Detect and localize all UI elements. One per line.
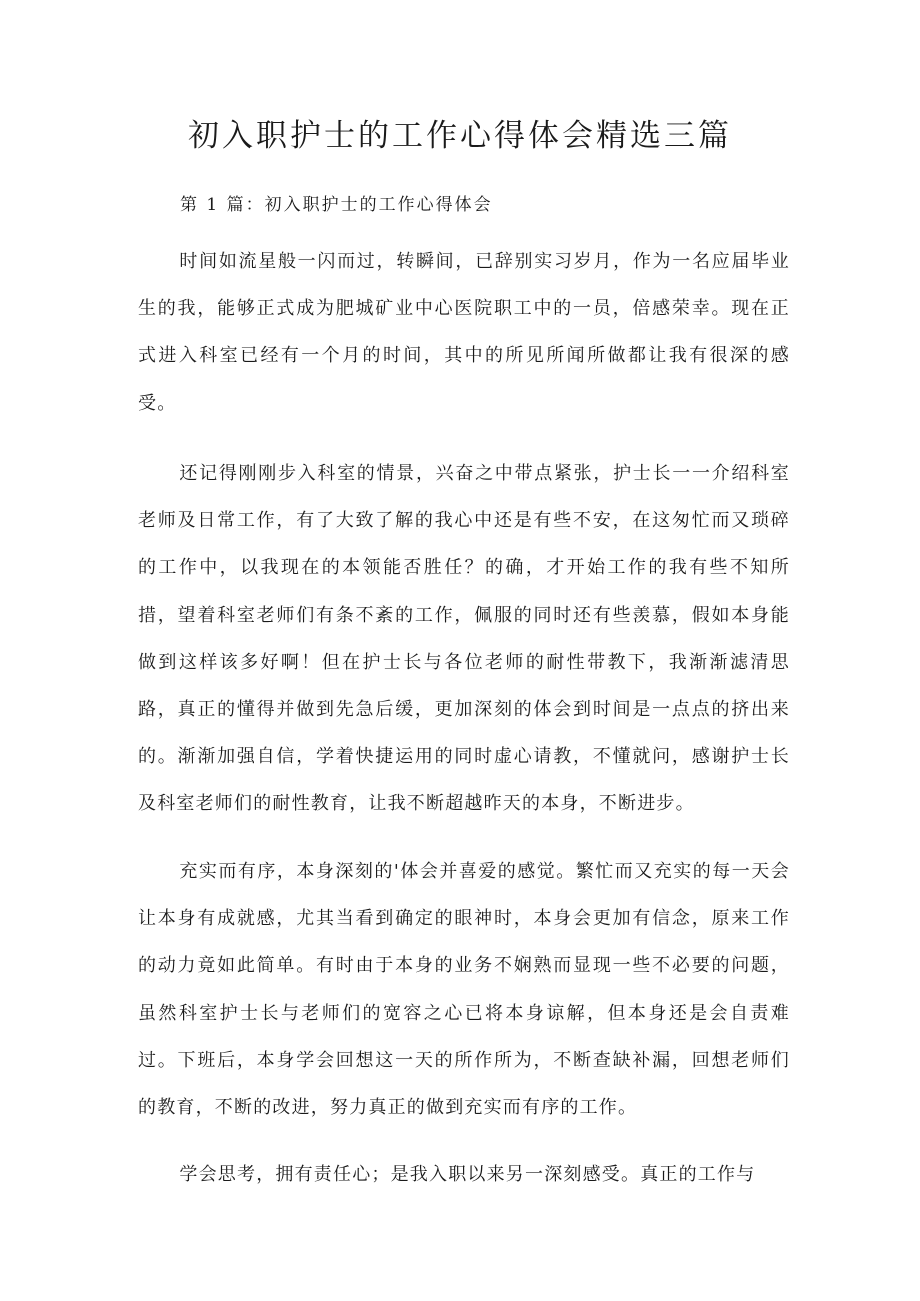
paragraph-2: 还记得刚刚步入科室的情景，兴奋之中带点紧张，护士长一一介绍科室老师及日常工作，有了大致了解的我心中还是有些不安，在这匆忙而又琐碎的工作中，以我现在的本领能否胜任？的确，才开始工作的我有些不知所措，望着科室老师们有条不紊的工作，佩服的同时还有些羡慕，假如本身能做到这样该多好啊！但在护士长与各位老师的耐性带教下，我渐渐滤清思路，真正的懂得并做到先急后缓，更加深刻的体会到时间是一点点的挤出来的。渐渐加强自信，学着快捷运用的同时虚心请教，不懂就问，感谢护士长及科室老师们的耐性教育，让我不断超越昨天的本身，不断进步。: [138, 463, 790, 815]
document-title: 初入职护士的工作心得体会精选三篇: [188, 118, 732, 154]
paragraph-1: 时间如流星般一闪而过，转瞬间，已辞别实习岁月，作为一名应届毕业生的我，能够正式成为肥城矿业中心医院职工中的一员，倍感荣幸。现在正式进入科室已经有一个月的时间，其中的所见所闻所做都让我有很深的感受。: [138, 251, 790, 414]
paragraph-3: 充实而有序，本身深刻的'体会并喜爱的感觉。繁忙而又充实的每一天会让本身有成就感，尤其当看到确定的眼神时，本身会更加有信念，原来工作的动力竟如此简单。有时由于本身的业务不娴熟而显现一些不必要的问题，虽然科室护士长与老师们的宽容之心已将本身谅解，但本身还是会自责难过。下班后，本身学会回想这一天的所作所为，不断查缺补漏，回想老师们的教育，不断的改进，努力真正的做到充实而有序的工作。: [138, 861, 790, 1119]
paragraph-4: 学会思考，拥有责任心；是我入职以来另一深刻感受。真正的工作与: [179, 1164, 756, 1185]
section-heading: 第 1 篇：初入职护士的工作心得体会: [180, 195, 493, 215]
